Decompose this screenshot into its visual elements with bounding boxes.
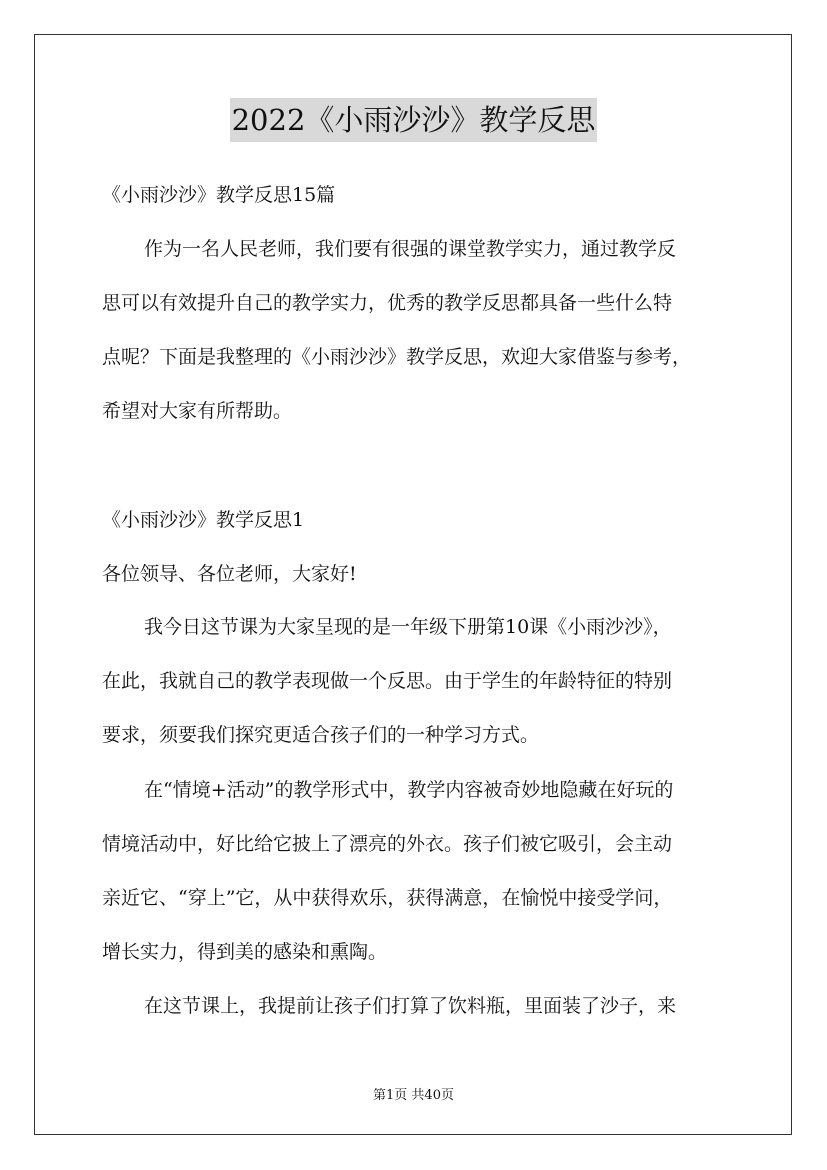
document-title: 2022《小雨沙沙》教学反思 [230,98,598,142]
paragraph-line: 点呢？下面是我整理的《小雨沙沙》教学反思，欢迎大家借鉴与参考， [102,346,692,368]
section-heading: 《小雨沙沙》教学反思1 [102,509,305,531]
paragraph-line: 作为一名人民老师，我们要有很强的课堂教学实力，通过教学反 [144,238,677,260]
paragraph-line: 亲近它、“穿上”它，从中获得欢乐，获得满意，在愉悦中接受学问， [102,887,673,909]
paragraph-line: 在此，我就自己的教学表现做一个反思。由于学生的年龄特征的特别 [102,670,673,692]
paragraph-line: 要求，须要我们探究更适合孩子们的一种学习方式。 [102,724,540,746]
paragraph-line: 希望对大家有所帮助。 [102,400,293,422]
paragraph-line: 增长实力，得到美的感染和熏陶。 [102,941,388,963]
title-container [0,98,827,142]
paragraph-line: 在“情境+活动”的教学形式中，教学内容被奇妙地隐藏在好玩的 [144,779,674,801]
paragraph-line: 情境活动中，好比给它披上了漂亮的外衣。孩子们被它吸引，会主动 [102,833,673,855]
paragraph-line: 在这节课上，我提前让孩子们打算了饮料瓶，里面装了沙子，来 [144,995,677,1017]
subtitle-line: 《小雨沙沙》教学反思15篇 [102,184,336,206]
paragraph-line: 思可以有效提升自己的教学实力，优秀的教学反思都具备一些什么特 [102,292,673,314]
greeting-line: 各位领导、各位老师，大家好! [102,563,357,585]
page-footer: 第1页 共40页 [373,1088,454,1103]
paragraph-line: 我今日这节课为大家呈现的是一年级下册第10课《小雨沙沙》， [144,616,672,638]
